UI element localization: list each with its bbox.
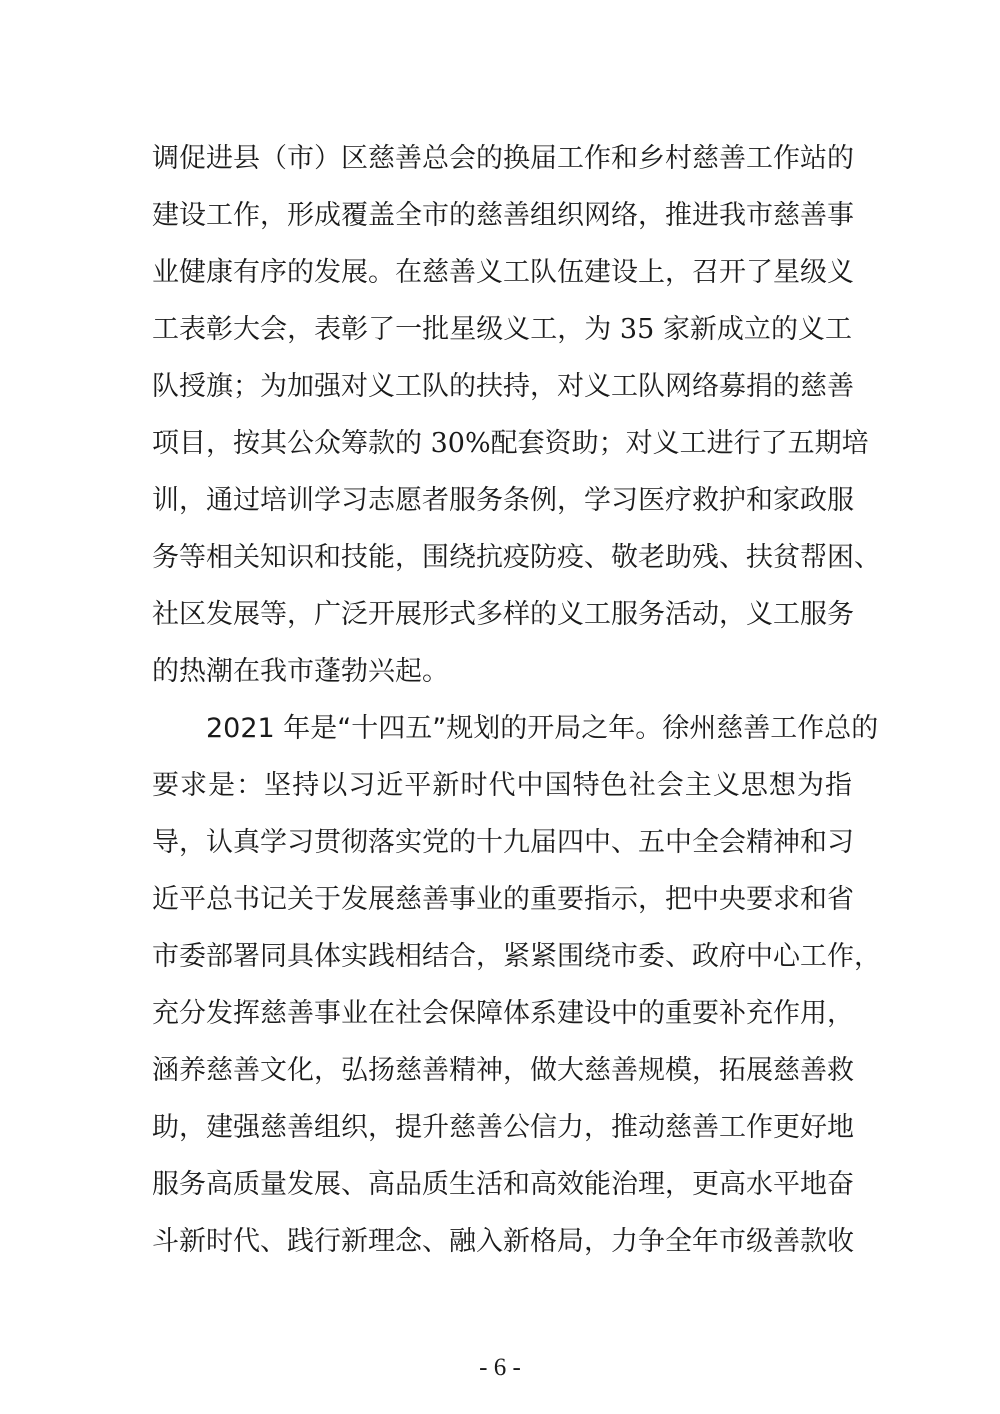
paragraph-line: 业健康有序的发展。在慈善义工队伍建设上，召开了星级义	[152, 257, 854, 288]
paragraph-line: 市委部署同具体实践相结合，紧紧围绕市委、政府中心工作，	[152, 941, 881, 972]
paragraph-line: 务等相关知识和技能，围绕抗疫防疫、敬老助残、扶贫帮困、	[152, 542, 881, 573]
paragraph-line: 导，认真学习贯彻落实党的十九届四中、五中全会精神和习	[152, 827, 854, 858]
paragraph-line: 的热潮在我市蓬勃兴起。	[152, 656, 449, 687]
paragraph-line: 近平总书记关于发展慈善事业的重要指示，把中央要求和省	[152, 884, 854, 915]
paragraph-line: 队授旗；为加强对义工队的扶持，对义工队网络募捐的慈善	[152, 371, 854, 402]
paragraph-line: 助，建强慈善组织，提升慈善公信力，推动慈善工作更好地	[152, 1112, 854, 1143]
page-number: - 6 -	[479, 1354, 521, 1381]
paragraph-line: 工表彰大会，表彰了一批星级义工，为 35 家新成立的义工	[152, 314, 852, 345]
paragraph-line: 斗新时代、践行新理念、融入新格局，力争全年市级善款收	[152, 1226, 854, 1257]
paragraph-line: 涵养慈善文化，弘扬慈善精神，做大慈善规模，拓展慈善救	[152, 1055, 854, 1086]
paragraph-line: 建设工作，形成覆盖全市的慈善组织网络，推进我市慈善事	[152, 200, 854, 231]
paragraph-line: 服务高质量发展、高品质生活和高效能治理，更高水平地奋	[152, 1169, 854, 1200]
paragraph-line: 调促进县（市）区慈善总会的换届工作和乡村慈善工作站的	[152, 143, 854, 174]
paragraph-line: 项目，按其公众筹款的 30%配套资助；对义工进行了五期培	[152, 428, 869, 459]
paragraph-line: 2021 年是“十四五”规划的开局之年。徐州慈善工作总的	[206, 713, 879, 744]
paragraph-line: 训，通过培训学习志愿者服务条例，学习医疗救护和家政服	[152, 485, 854, 516]
paragraph-line: 充分发挥慈善事业在社会保障体系建设中的重要补充作用，	[152, 998, 854, 1029]
paragraph-line: 社区发展等，广泛开展形式多样的义工服务活动，义工服务	[152, 599, 854, 630]
paragraph-line: 要求是：坚持以习近平新时代中国特色社会主义思想为指	[152, 770, 852, 801]
